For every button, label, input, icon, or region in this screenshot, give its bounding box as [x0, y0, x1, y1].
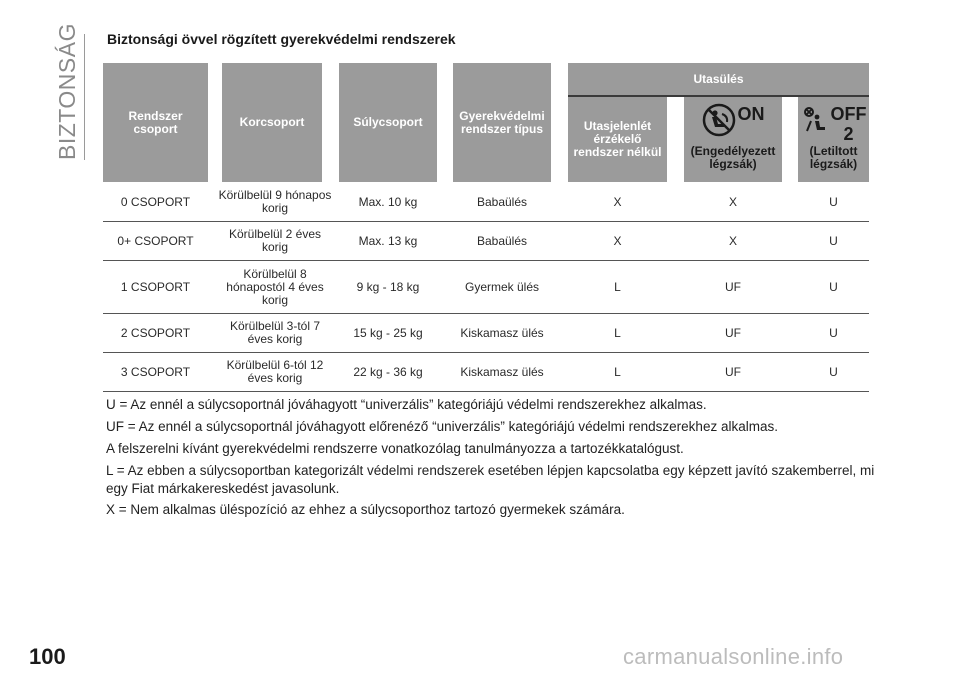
cell-type: Babaülés [476, 194, 528, 209]
cell-group: 2 CSOPORT [120, 325, 191, 340]
section-side-label: BIZTONSÁG [54, 23, 80, 160]
cell-no-sensor: X [613, 194, 622, 209]
cell-airbag-on: UF [725, 325, 741, 340]
airbag-on-caption: (Engedélyezett légzsák) [690, 144, 776, 171]
header-age-group-label: Korcsoport [239, 115, 305, 129]
section-side-tab [52, 23, 82, 160]
cell-group: 3 CSOPORT [120, 364, 191, 379]
cell-airbag-on: UF [725, 364, 741, 379]
cell-airbag-on: UF [725, 279, 741, 294]
header-restraint-type-label: Gyerekvédelmi rendszer típus [459, 108, 545, 136]
cell-age: Körülbelül 3-tól 7 éves korig [229, 319, 321, 346]
note-u: U = Az ennél a súlycsoportnál jóváhagyott “univerzális” kategóriájú védelmi rendszerekhez alkalmas. [106, 397, 707, 412]
cell-weight: 15 kg - 25 kg [353, 325, 423, 340]
cell-airbag-on: X [728, 233, 737, 248]
airbag-on-indicator [702, 103, 765, 137]
cell-weight: Max. 13 kg [358, 233, 418, 248]
cell-no-sensor: L [614, 325, 621, 340]
header-passenger-seat [568, 63, 869, 95]
page-title: Biztonsági övvel rögzített gyerekvédelmi rendszerek [107, 31, 456, 47]
note-uf: UF = Az ennél a súlycsoportnál jóváhagyott előrenéző “univerzális” kategóriájú védelmi rendszerekhez alkalmas. [106, 419, 778, 434]
cell-age: Körülbelül 6-tól 12 éves korig [226, 358, 324, 385]
cell-age: Körülbelül 8 hónapostól 4 éves korig [226, 266, 324, 307]
cell-airbag-off: U [829, 233, 838, 248]
header-no-sensor [568, 97, 667, 182]
cell-group: 0+ CSOPORT [117, 233, 194, 248]
cell-type: Kiskamasz ülés [460, 364, 544, 379]
cell-no-sensor: L [614, 279, 621, 294]
header-weight-group [339, 63, 437, 182]
header-system-group [103, 63, 208, 182]
passenger-airbag-on-icon [702, 103, 736, 137]
airbag-on-label: ON [737, 104, 765, 124]
table-row [103, 183, 869, 221]
cell-airbag-off: U [829, 364, 838, 379]
cell-type: Kiskamasz ülés [460, 325, 544, 340]
cell-airbag-on: X [728, 194, 737, 209]
header-no-sensor-label: Utasjelenlét érzékelő rendszer nélkül [573, 119, 662, 159]
table-row [103, 353, 869, 391]
cell-type: Babaülés [476, 233, 528, 248]
airbag-off-number: 2 [843, 124, 854, 144]
header-age-group [222, 63, 322, 182]
cell-age: Körülbelül 9 hónapos korig [218, 188, 332, 215]
table-row [103, 314, 869, 352]
airbag-off-label: OFF [830, 104, 867, 124]
cell-age: Körülbelül 2 éves korig [228, 227, 322, 254]
cell-weight: 9 kg - 18 kg [356, 279, 420, 294]
header-airbag-on [684, 97, 782, 182]
header-airbag-off [798, 97, 869, 182]
cell-type: Gyermek ülés [464, 279, 540, 294]
airbag-off-caption: (Letiltott légzsák) [809, 144, 858, 171]
airbag-off-indicator [801, 103, 867, 143]
row-divider [103, 391, 869, 392]
note-x: X = Nem alkalmas üléspozíció az ehhez a súlycsoporthoz tartozó gyermekek számára. [106, 502, 625, 517]
cell-weight: Max. 10 kg [358, 194, 418, 209]
table-row [103, 222, 869, 260]
side-divider [84, 34, 85, 160]
note-catalogue: A felszerelni kívánt gyerekvédelmi rendszerre vonatkozólag tanulmányozza a tartozékkatalógust. [106, 441, 684, 456]
header-restraint-type [453, 63, 551, 182]
cell-no-sensor: L [614, 364, 621, 379]
header-passenger-seat-label: Utasülés [693, 71, 744, 86]
cell-airbag-off: U [829, 194, 838, 209]
cell-airbag-off: U [829, 279, 838, 294]
note-l: L = Az ebben a súlycsoportban kategorizált védelmi rendszerek esetében lépjen kapcsolatba egy képzett javító szakemberrel, mi egy Fiat márkakereskedést javasolunk. [106, 463, 875, 496]
page-number: 100 [29, 644, 66, 669]
table-row [103, 261, 869, 313]
header-weight-group-label: Súlycsoport [353, 115, 423, 129]
cell-weight: 22 kg - 36 kg [353, 364, 423, 379]
cell-airbag-off: U [829, 325, 838, 340]
cell-group: 1 CSOPORT [120, 279, 191, 294]
cell-no-sensor: X [613, 233, 622, 248]
cell-group: 0 CSOPORT [120, 194, 191, 209]
watermark: carmanualsonline.info [623, 644, 844, 669]
passenger-airbag-off-icon [801, 103, 829, 137]
header-system-group-label: Rendszer csoport [128, 108, 183, 136]
